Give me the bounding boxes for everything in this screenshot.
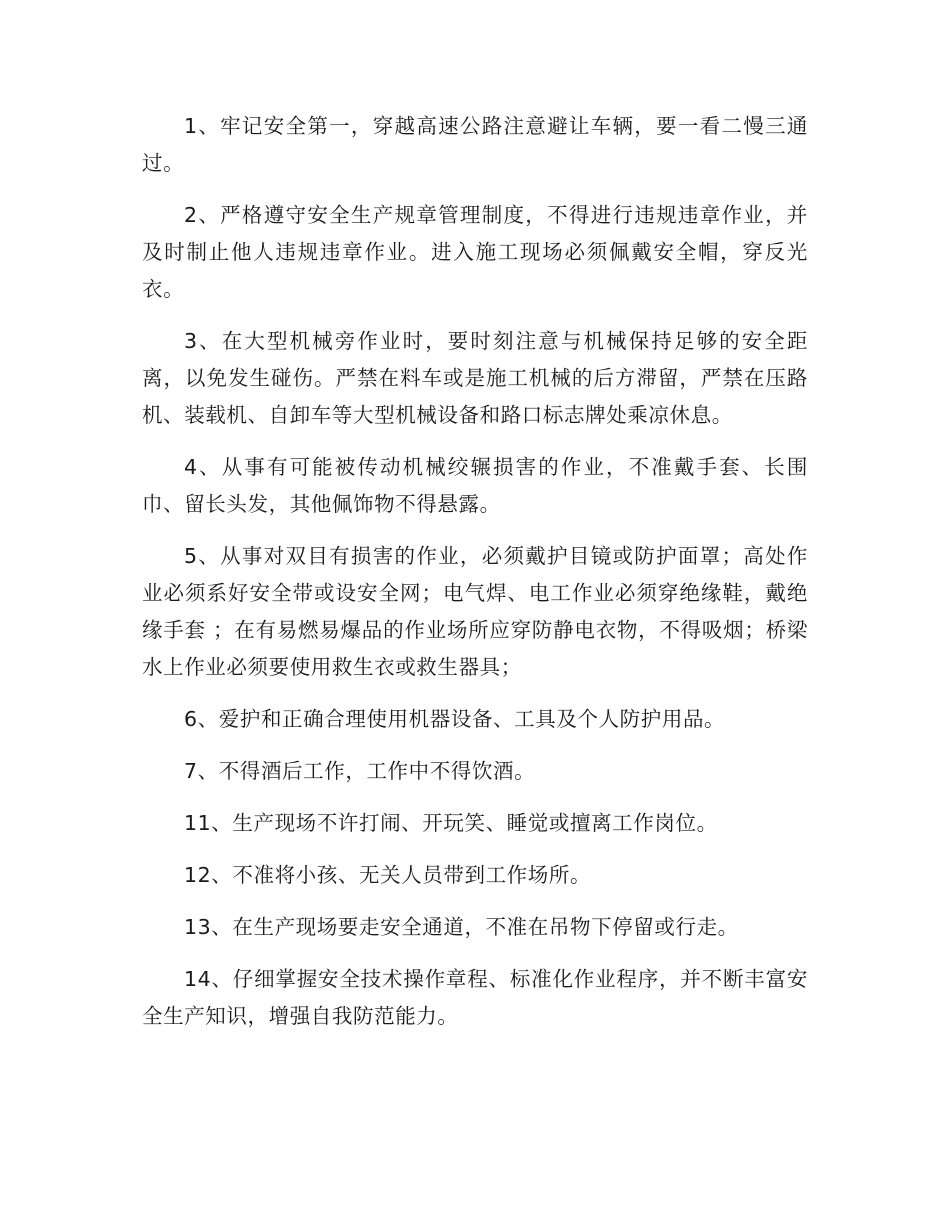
rule-paragraph-7: 7、不得酒后工作，工作中不得饮酒。 — [184, 759, 536, 783]
rule-paragraph-3: 3、在大型机械旁作业时，要时刻注意与机械保持足够的安全距离，以免发生碰伤。严禁在料车或是施工机械的后方滞留，严禁在压路机、装载机、自卸车等大型机械设备和路口标志牌处乘凉休息。 — [142, 329, 808, 427]
rule-paragraph-13: 13、在生产现场要走安全通道，不准在吊物下停留或行走。 — [184, 915, 739, 939]
rule-paragraph-14: 14、仔细掌握安全技术操作章程、标准化作业程序，并不断丰富安全生产知识，增强自我防范能力。 — [142, 967, 808, 1028]
rule-paragraph-11: 11、生产现场不许打闹、开玩笑、睡觉或擅离工作岗位。 — [184, 811, 718, 835]
rule-paragraph-12: 12、不准将小孩、无关人员带到工作场所。 — [184, 863, 592, 887]
rule-paragraph-5: 5、从事对双目有损害的作业，必须戴护目镜或防护面罩；高处作业必须系好安全带或设安全网；电气焊、电工作业必须穿绝缘鞋，戴绝缘手套 ；在有易燃易爆品的作业场所应穿防静电衣物，不得吸烟；桥梁水上作业必须要使用救生衣或救生器具； — [142, 544, 808, 679]
document-body — [142, 108, 808, 1050]
rule-paragraph-6: 6、爱护和正确合理使用机器设备、工具及个人防护用品。 — [184, 707, 726, 731]
rule-paragraph-2: 2、严格遵守安全生产规章管理制度，不得进行违规违章作业，并及时制止他人违规违章作业。进入施工现场必须佩戴安全帽，穿反光衣。 — [142, 203, 808, 301]
rule-paragraph-4: 4、从事有可能被传动机械绞辗损害的作业，不准戴手套、长围巾、留长头发，其他佩饰物不得悬露。 — [142, 455, 808, 516]
rule-paragraph-1: 1、牢记安全第一，穿越高速公路注意避让车辆，要一看二慢三通过。 — [142, 114, 808, 175]
